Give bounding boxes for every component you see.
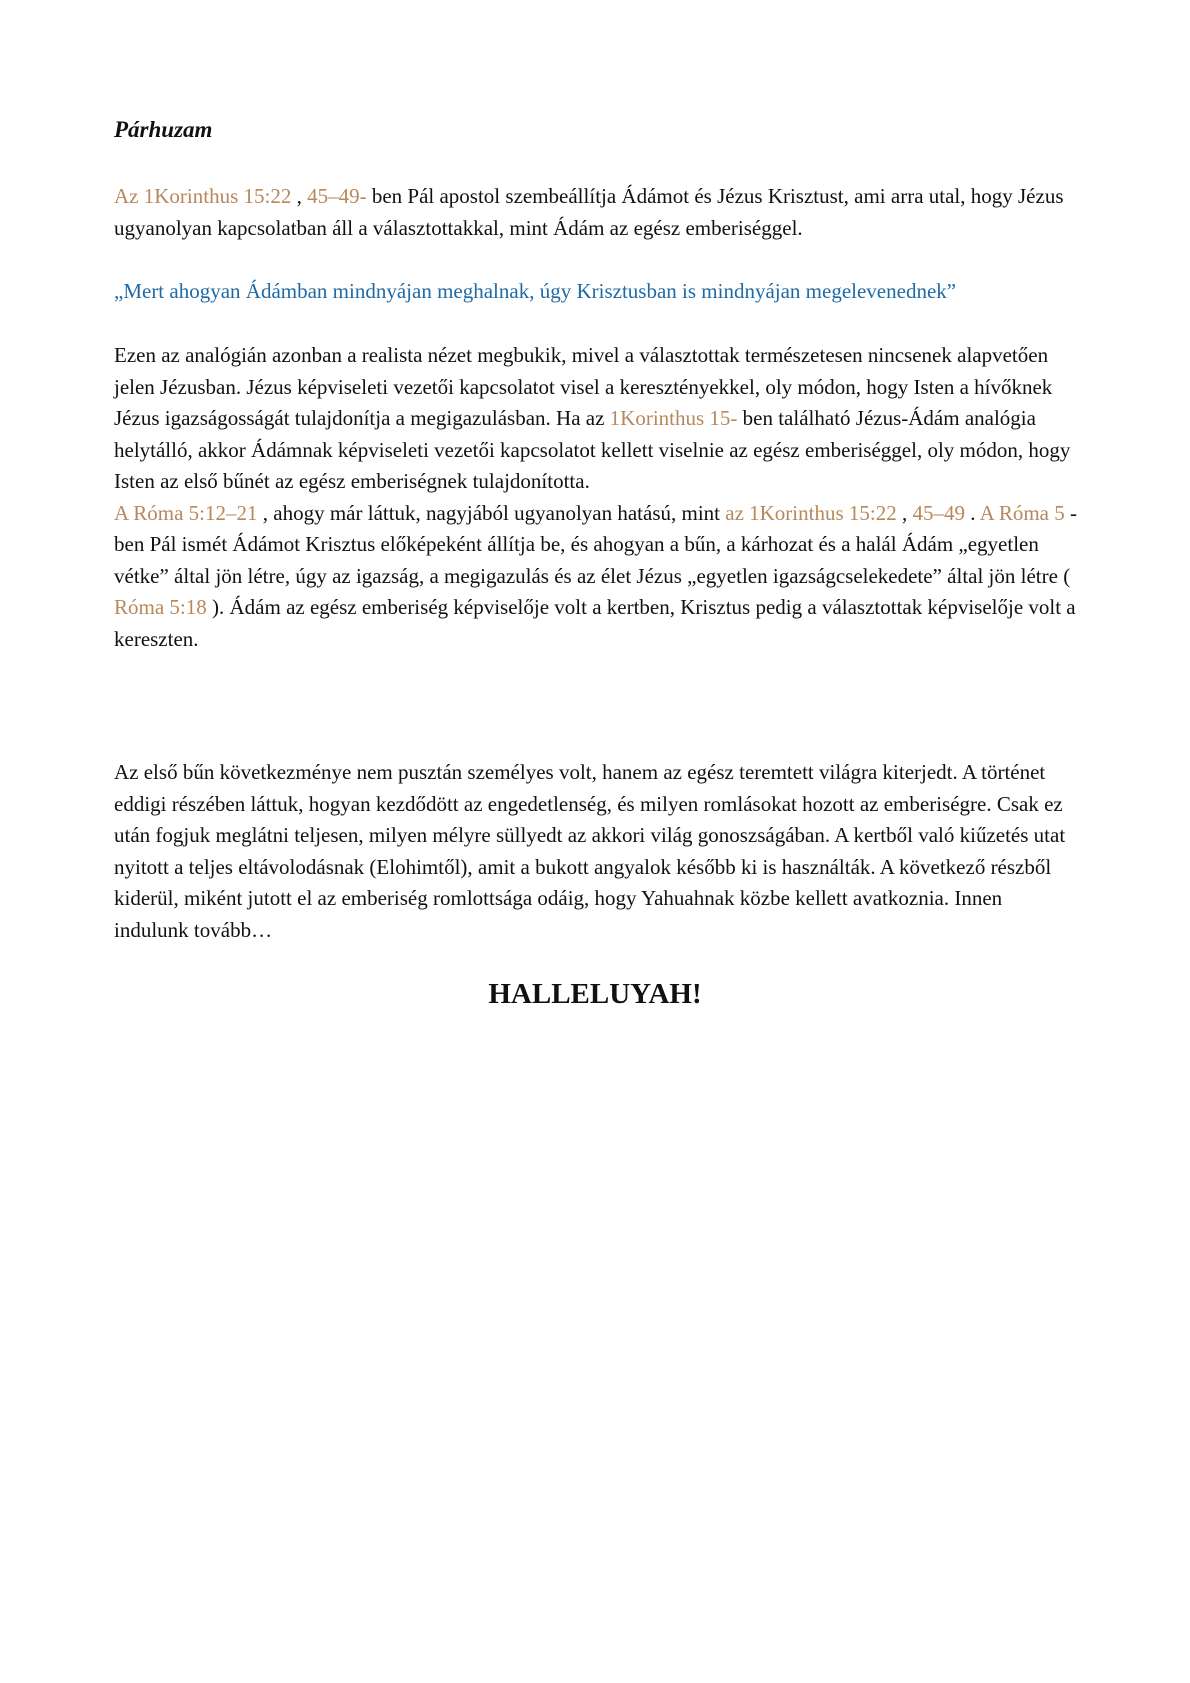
reference-link[interactable]: Az 1Korinthus 15:22 bbox=[114, 184, 292, 208]
reference-link[interactable]: A Róma 5 bbox=[979, 500, 1065, 525]
section-heading: Párhuzam bbox=[114, 117, 213, 142]
body-text: ben Pál apostol szembeállítja Ádámot és Jézus Krisztust, ami arra utal, hogy Jézus ugyanolyan kapcsolatban áll a választottakkal, mint Ádám az egész emberiséggel. bbox=[114, 184, 1064, 240]
paragraph-consequence: Az első bűn következménye nem pusztán személyes volt, hanem az egész teremtett világra kiterjedt. A történet eddigi részében láttuk, hogyan kezdődött az engedetlenség, és milyen romlásokat hozott az emberiségre. Csak ez után fogjuk meglátni teljesen, milyen mélyre süllyedt az akkori világ gonoszságában. A kertből való kiűzetés utat nyitott a teljes eltávolodásnak (Elohimtől), amit a bukott angyalok később ki is használták. A következő részből kiderül, miként jutott el az emberiség romlottsága odáig, hogy Yahuahnak közbe kellett avatkoznia. Innen indulunk tovább… bbox=[114, 760, 1066, 942]
reference-link[interactable]: 45–49- bbox=[307, 184, 367, 208]
separator-text: . bbox=[964, 500, 980, 525]
body-text: , ahogy már láttuk, nagyjából ugyanolyan hatású, mint bbox=[257, 500, 726, 525]
separator-text: , bbox=[291, 184, 308, 208]
body-text: ). Ádám az egész emberiség képviselője volt a kertben, Krisztus pedig a választottak képviselője volt a kereszten. bbox=[114, 595, 1076, 651]
body-text: Ezen az analógián azonban a realista nézet megbukik, mivel a választottak természetesen nincsenek alapvetően jelen Jézusban. Jézus képviseleti vezetői kapcsolatot visel a keresztényekkel, oly módon, hogy Isten a hívőknek Jézus igazságosságát tulajdonítja a megigazulásban. Ha az bbox=[114, 343, 1053, 430]
reference-link[interactable]: A Róma 5:12–21 bbox=[114, 500, 258, 525]
body-text: -ben Pál ismét Ádámot Krisztus előképeként állítja be, és ahogyan a bűn, a kárhozat és a halál Ádám „egyetlen vétke” által jön létre, úgy az igazság, a megigazulás és az élet Jézus „egyetlen igazságcselekedete” által jön létre ( bbox=[114, 500, 1077, 588]
reference-link[interactable]: Róma 5:18 bbox=[114, 595, 207, 619]
reference-link[interactable]: az 1Korinthus 15:22 bbox=[725, 500, 897, 525]
separator-text: , bbox=[896, 500, 913, 525]
reference-link[interactable]: 1Korinthus 15- bbox=[609, 406, 738, 430]
closing-exclamation: HALLELUYAH! bbox=[488, 978, 702, 1010]
paragraph-analogy bbox=[114, 340, 1079, 655]
body-text: ben található Jézus-Ádám analógia helytálló, akkor Ádámnak képviseleti vezetői kapcsolatot kellett viselnie az egész emberiséggel, oly módon, hogy Isten az első bűnét az egész emberiségnek tulajdonította. bbox=[114, 406, 1071, 493]
reference-link[interactable]: 45–49 bbox=[912, 500, 965, 525]
paragraph-intro bbox=[114, 181, 1079, 244]
scripture-quote: „Mert ahogyan Ádámban mindnyájan meghalnak, úgy Krisztusban is mindnyájan megelevenednek” bbox=[114, 279, 957, 303]
